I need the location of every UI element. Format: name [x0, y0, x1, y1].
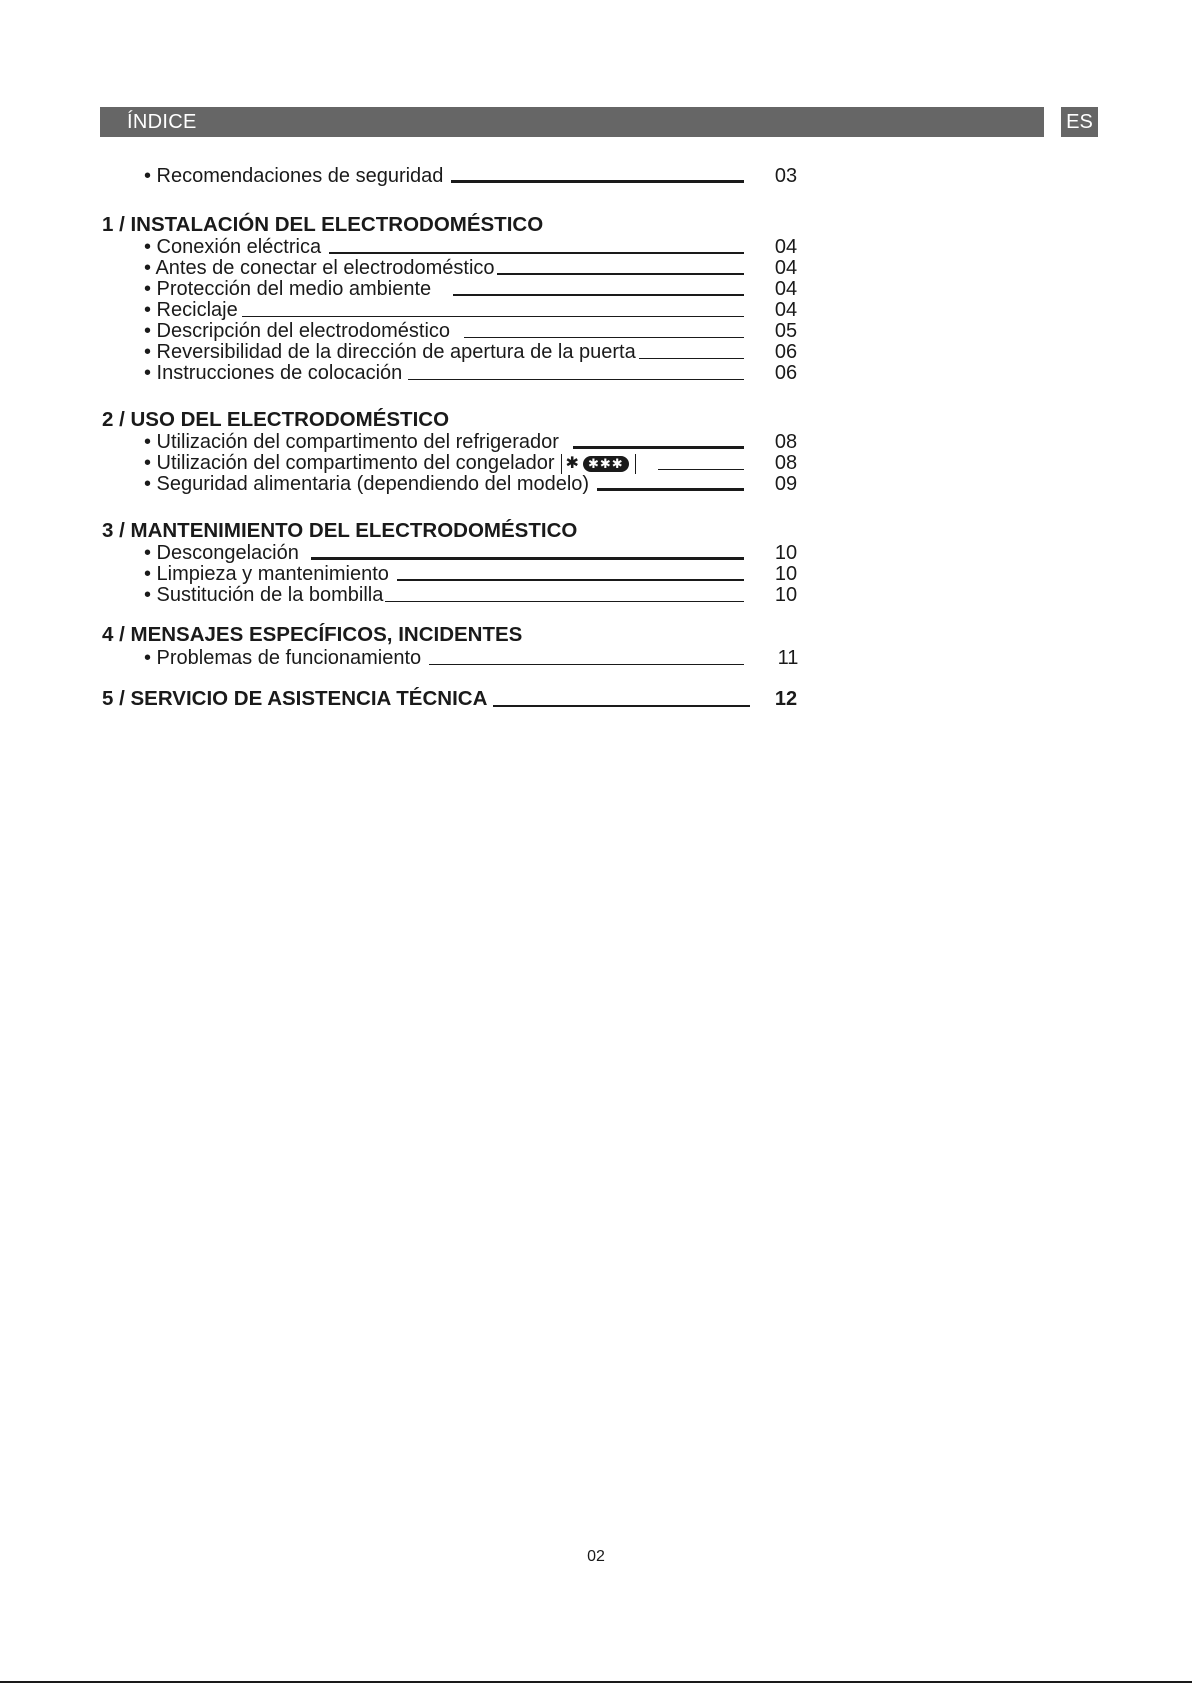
- toc-entry-label: • Limpieza y mantenimiento: [144, 563, 389, 585]
- toc-section-title-installation: 1 / INSTALACIÓN DEL ELECTRODOMÉSTICO: [102, 213, 544, 236]
- toc-entry-label: • Conexión eléctrica: [144, 236, 322, 258]
- toc-entry-label: • Reversibilidad de la dirección de apertura de la puerta: [144, 341, 636, 363]
- leader-line: [397, 579, 744, 581]
- toc-section-title-usage: 2 / USO DEL ELECTRODOMÉSTICO: [102, 408, 450, 431]
- toc-page-number: 10: [774, 563, 798, 585]
- toc-page-number: 09: [774, 473, 798, 495]
- toc-entry[interactable]: [144, 341, 744, 363]
- leader-line: [453, 294, 744, 296]
- toc-page-number: 03: [774, 165, 798, 187]
- leader-line: [493, 705, 750, 707]
- language-badge: ES: [1061, 107, 1098, 137]
- toc-entry-label: • Problemas de funcionamiento: [144, 647, 422, 669]
- leader-line: [573, 446, 744, 449]
- toc-page-number: 04: [774, 236, 798, 258]
- toc-page-number: 04: [774, 278, 798, 300]
- toc-section-title-maintenance: 3 / MANTENIMIENTO DEL ELECTRODOMÉSTICO: [102, 519, 578, 542]
- toc-entry[interactable]: [144, 236, 744, 258]
- toc-entry[interactable]: [144, 320, 744, 342]
- toc-entry[interactable]: [144, 278, 744, 300]
- leader-line: [658, 469, 744, 470]
- toc-page-number: 06: [774, 362, 798, 384]
- toc-entry[interactable]: [144, 584, 744, 606]
- leader-line: [597, 488, 744, 491]
- toc-entry[interactable]: [144, 362, 744, 384]
- freezer-star-rating-icon: [561, 454, 636, 474]
- toc-entry-label: • Recomendaciones de seguridad: [144, 165, 444, 187]
- toc-entry[interactable]: [144, 299, 744, 321]
- toc-entry[interactable]: [144, 542, 744, 564]
- leader-line: [429, 664, 744, 665]
- toc-entry-label: • Seguridad alimentaria (dependiendo del modelo): [144, 473, 590, 495]
- toc-page-number: 05: [774, 320, 798, 342]
- leader-line: [385, 601, 744, 602]
- toc-entry-label: • Reciclaje: [144, 299, 238, 321]
- page-number: 02: [587, 1548, 605, 1565]
- toc-page-number: 04: [774, 299, 798, 321]
- single-star-icon: ✱: [565, 455, 579, 472]
- toc-page-number: 06: [774, 341, 798, 363]
- toc-entry-label: • Protección del medio ambiente: [144, 278, 432, 300]
- toc-entry-technical-service[interactable]: [102, 687, 750, 711]
- toc-page-number: 10: [774, 542, 798, 564]
- leader-line: [451, 180, 744, 183]
- bottom-divider: [0, 1681, 1192, 1683]
- toc-entry[interactable]: [144, 473, 744, 495]
- toc-page-number: 10: [774, 584, 798, 606]
- toc-entry[interactable]: [144, 647, 744, 669]
- toc-page-number: 12: [774, 688, 798, 710]
- toc-entry-label: • Utilización del compartimento del congelador: [144, 452, 555, 474]
- toc-entry[interactable]: [144, 257, 744, 279]
- toc-entry-label: • Sustitución de la bombilla: [144, 584, 384, 606]
- toc-entry-safety[interactable]: [144, 165, 744, 187]
- toc-entry[interactable]: [144, 452, 744, 474]
- toc-entry-label: • Instrucciones de colocación: [144, 362, 403, 384]
- leader-line: [408, 379, 744, 380]
- leader-line: [497, 273, 744, 275]
- leader-line: [639, 358, 744, 359]
- three-star-icon: ✱✱✱: [583, 456, 629, 472]
- section-header-bar: [100, 107, 1044, 137]
- leader-line: [242, 316, 744, 317]
- toc-entry-label: • Descripción del electrodoméstico: [144, 320, 451, 342]
- leader-line: [464, 337, 744, 338]
- toc-entry-label: • Utilización del compartimento del refrigerador: [144, 431, 559, 453]
- toc-page-number: 04: [774, 257, 798, 279]
- toc-page-number: 08: [774, 431, 798, 453]
- index-title: ÍNDICE: [127, 111, 197, 133]
- toc-entry[interactable]: [144, 431, 744, 453]
- toc-section-title-messages: 4 / MENSAJES ESPECÍFICOS, INCIDENTES: [102, 623, 523, 646]
- leader-line: [329, 252, 744, 254]
- toc-page-number: 11: [777, 647, 799, 669]
- toc-section-title-service: 5 / SERVICIO DE ASISTENCIA TÉCNICA: [102, 687, 488, 710]
- leader-line: [311, 557, 744, 560]
- toc-entry[interactable]: [144, 563, 744, 585]
- toc-page-number: 08: [774, 452, 798, 474]
- toc-entry-label: • Descongelación: [144, 542, 299, 564]
- toc-entry-label: • Antes de conectar el electrodoméstico: [144, 257, 495, 279]
